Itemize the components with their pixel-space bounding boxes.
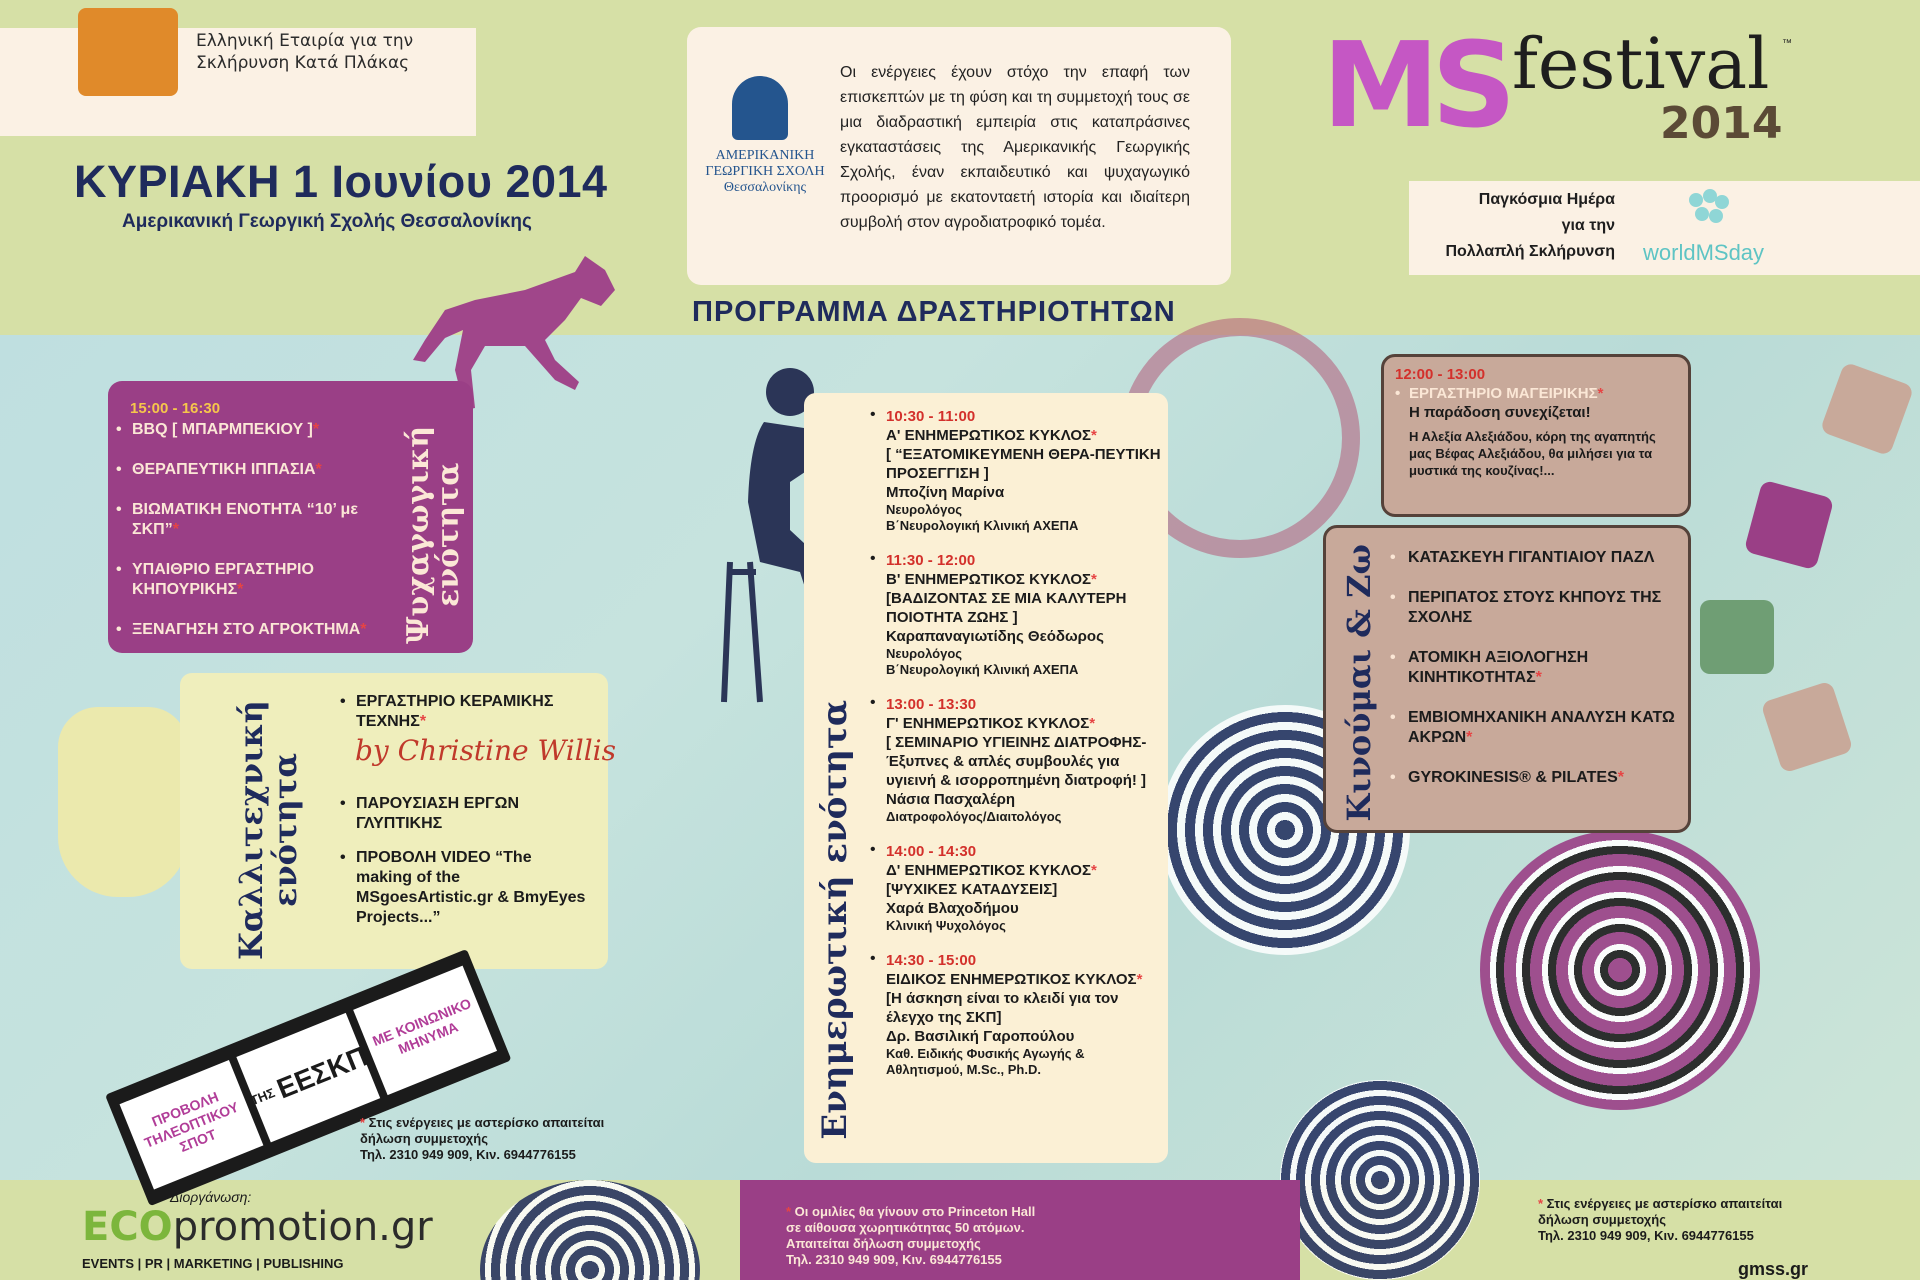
session-item: • 14:00 - 14:30 Δ' ΕΝΗΜΕΡΩΤΙΚΟΣ ΚΥΚΛΟΣ* [ΨΥΧΙΚΕΣ ΚΑΤΑΔΥΣΕΙΣ] Χαρά Βλαχοδήμου Κλινική Ψυχολόγος (868, 843, 1164, 934)
list-item: • ΠΑΡΟΥΣΙΑΣΗ ΕΡΓΩΝ ΓΛΥΠΤΙΚΗΣ (340, 794, 590, 834)
society-name: Ελληνική Εταιρία για την Σκλήρυνση Κατά Πλάκας (196, 31, 414, 73)
organizer-tagline: EVENTS | PR | MARKETING | PUBLISHING (82, 1256, 344, 1271)
entertainment-list (116, 420, 406, 660)
list-item: • ΕΜΒΙΟΜΗΧΑΝΙΚΗ ΑΝΑΛΥΣΗ ΚΑΤΩ ΑΚΡΩΝ* (1390, 708, 1680, 748)
decor-rosette (1480, 830, 1760, 1110)
organizer-label: Διοργάνωση: (170, 1189, 252, 1205)
info-sessions (868, 408, 1164, 1092)
society-logo (78, 8, 178, 96)
school-emblem-icon (732, 76, 788, 140)
lecture-note: * Οι ομιλίες θα γίνουν στο Princeton Hall σε αίθουσα χωρητικότητας 50 ατόμων. Απαιτείται δήλωση συμμετοχής Τηλ. 2310 949 909, Κιν. 6944776155 (786, 1204, 1036, 1267)
list-item: • ΑΤΟΜΙΚΗ ΑΞΙΟΛΟΓΗΣΗ ΚΙΝΗΤΙΚΟΤΗΤΑΣ* (1390, 648, 1680, 688)
film-cell: ΤΗΣ ΕΕΣΚΠ (236, 1013, 380, 1143)
decor-rosette (1280, 1080, 1480, 1280)
world-ms-day-icon (1682, 186, 1736, 234)
session-item: • 11:30 - 12:00 Β' ΕΝΗΜΕΡΩΤΙΚΟΣ ΚΥΚΛΟΣ* [ΒΑΔΙΖΟΝΤΑΣ ΣΕ ΜΙΑ ΚΑΛΥΤΕΡΗ ΠΟΙΟΤΗΤΑ ΖΩΗΣ ] Καραπαναγιωτίδης Θεόδωρος Νευρολόγος Β΄Νευρολογική Κλινική ΑΧΕΠΑ (868, 552, 1164, 678)
registration-note-right: * Στις ενέργειες με αστερίσκο απαιτείται δήλωση συμμετοχής Τηλ. 2310 949 909, Κιν. 6944776155 (1538, 1196, 1783, 1243)
trademark: ™ (1782, 38, 1792, 49)
website-link[interactable]: gmss.gr (1738, 1259, 1809, 1279)
programme-title: ΠΡΟΓΡΑΜΜΑ ΔΡΑΣΤΗΡΙΟΤΗΤΩΝ (692, 296, 1176, 328)
festival-logo: festival (1512, 23, 1770, 105)
art-title: Καλλιτεχνική ενότητα (232, 700, 304, 960)
list-item: • ΥΠΑΙΘΡΙΟ ΕΡΓΑΣΤΗΡΙΟ ΚΗΠΟΥΡΙΚΗΣ* (116, 560, 406, 600)
world-ms-day-logo: worldMSday (1643, 240, 1765, 265)
registration-note: * Στις ενέργειες με αστερίσκο απαιτείται δήλωση συμμετοχής Τηλ. 2310 949 909, Κιν. 6944776155 (360, 1115, 605, 1162)
entertainment-title: Ψυχαγωγική ενότητα (401, 426, 466, 645)
session-item: • 14:30 - 15:00 ΕΙΔΙΚΟΣ ΕΝΗΜΕΡΩΤΙΚΟΣ ΚΥΚΛΟΣ* [Η άσκηση είναι το κλειδί για τον έλεγχο της ΣΚΠ] Δρ. Βασιλική Γαροπούλου Καθ. Ειδικής Φυσικής Αγωγής & Αθλητισμού, M.Sc., Ph.D. (868, 952, 1164, 1078)
world-ms-day-text: Παγκόσμια Ημέρα για την Πολλαπλή Σκλήρυνση (1445, 191, 1615, 260)
session-item: • 13:00 - 13:30 Γ' ΕΝΗΜΕΡΩΤΙΚΟΣ ΚΥΚΛΟΣ* [ ΣΕΜΙΝΑΡΙΟ ΥΓΙΕΙΝΗΣ ΔΙΑΤΡΟΦΗΣ-Έξυπνες & απλές συμβουλές για υγιεινή & ισορροπημένη διατροφή! ] Νάσια Πασχαλέρη Διατροφολόγος/Διαιτολόγος (868, 696, 1164, 825)
vase-icon (58, 707, 188, 897)
list-item: • BBQ [ ΜΠΑΡΜΠΕΚΙΟΥ ]* (116, 420, 406, 440)
artist-signature: by Christine Willis (355, 734, 616, 767)
puzzle-piece-icon (1700, 600, 1774, 674)
event-date: ΚΥΡΙΑΚΗ 1 Ιουνίου 2014 (74, 156, 608, 207)
movement-list (1390, 548, 1680, 808)
list-item: • ΠΕΡΙΠΑΤΟΣ ΣΤΟΥΣ ΚΗΠΟΥΣ ΤΗΣ ΣΧΟΛΗΣ (1390, 588, 1680, 628)
list-item: • ΠΡΟΒΟΛΗ VIDEO “The making of the MSgoesArtistic.gr & BmyEyes Projects...” (340, 848, 590, 928)
organizer-logo: ECOpromotion.gr (82, 1204, 433, 1250)
film-cell: ΜΕ ΚΟΙΝΩΝΙΚΟ ΜΗΝΥΜΑ (353, 966, 497, 1096)
film-cell: ΠΡΟΒΟΛΗ ΤΗΛΕΟΠΤΙΚΟΥ ΣΠΟΤ (120, 1060, 264, 1190)
list-item: • ΞΕΝΑΓΗΣΗ ΣΤΟ ΑΓΡΟΚΤΗΜΑ* (116, 620, 406, 640)
list-item: • GYROKINESIS® & PILATES* (1390, 768, 1680, 788)
info-title: Ενημερωτική ενότητα (815, 700, 855, 1140)
festival-year: 2014 (1660, 98, 1783, 149)
event-venue: Αμερικανική Γεωργική Σχολής Θεσσαλονίκης (122, 211, 532, 232)
session-item: • 10:30 - 11:00 Α' ΕΝΗΜΕΡΩΤΙΚΟΣ ΚΥΚΛΟΣ* [ “ΕΞΑΤΟΜΙΚΕΥΜΕΝΗ ΘΕΡΑ-ΠΕΥΤΙΚΗ ΠΡΟΣΕΓΓΙΣΗ ] Μποζίνη Μαρίνα Νευρολόγος Β΄Νευρολογική Κλινική ΑΧΕΠΑ (868, 408, 1164, 534)
ms-logo: MS (1322, 16, 1509, 154)
list-item: • ΘΕΡΑΠΕΥΤΙΚΗ ΙΠΠΑΣΙΑ* (116, 460, 406, 480)
art-list (340, 692, 590, 928)
school-name: ΑΜΕΡΙΚΑΝΙΚΗ ΓΕΩΡΓΙΚΗ ΣΧΟΛΗ Θεσσαλονίκης (705, 148, 825, 195)
cooking-workshop: 12:00 - 13:00 • ΕΡΓΑΣΤΗΡΙΟ ΜΑΓΕΙΡΙΚΗΣ* Η παράδοση συνεχίζεται! Η Αλεξία Αλεξιάδου, κόρη της αγαπητής μας Βέφας Αλεξιάδου, θα μιλήσει για τα μυστικά της κουζίνας!... (1395, 366, 1675, 479)
entertainment-time: 15:00 - 16:30 (130, 400, 221, 417)
list-item: • ΕΡΓΑΣΤΗΡΙΟ ΚΕΡΑΜΙΚΗΣ ΤΕΧΝΗΣ* (340, 692, 590, 732)
movement-title: Κινούμαι & Ζω (1340, 543, 1378, 822)
list-item: • ΚΑΤΑΣΚΕΥΗ ΓΙΓΑΝΤΙΑΙΟΥ ΠΑΖΛ (1390, 548, 1680, 568)
list-item: • ΒΙΩΜΑΤΙΚΗ ΕΝΟΤΗΤΑ “10’ με ΣΚΠ”* (116, 500, 406, 540)
school-description: Οι ενέργειες έχουν στόχο την επαφή των επισκεπτών με τη φύση και τη συμμετοχή τους σε μια διαδραστική εμπειρία στις καταπράσινες εγκαταστάσεις της Αμερικανικής Γεωργικής Σχολής, έναν εκπαιδευτικό και ψυχαγωγικό προορισμό με εκατονταετή ιστορία και ιδιαίτερη συμβολή στον αγροδιατροφικό τομέα. (840, 64, 1190, 231)
